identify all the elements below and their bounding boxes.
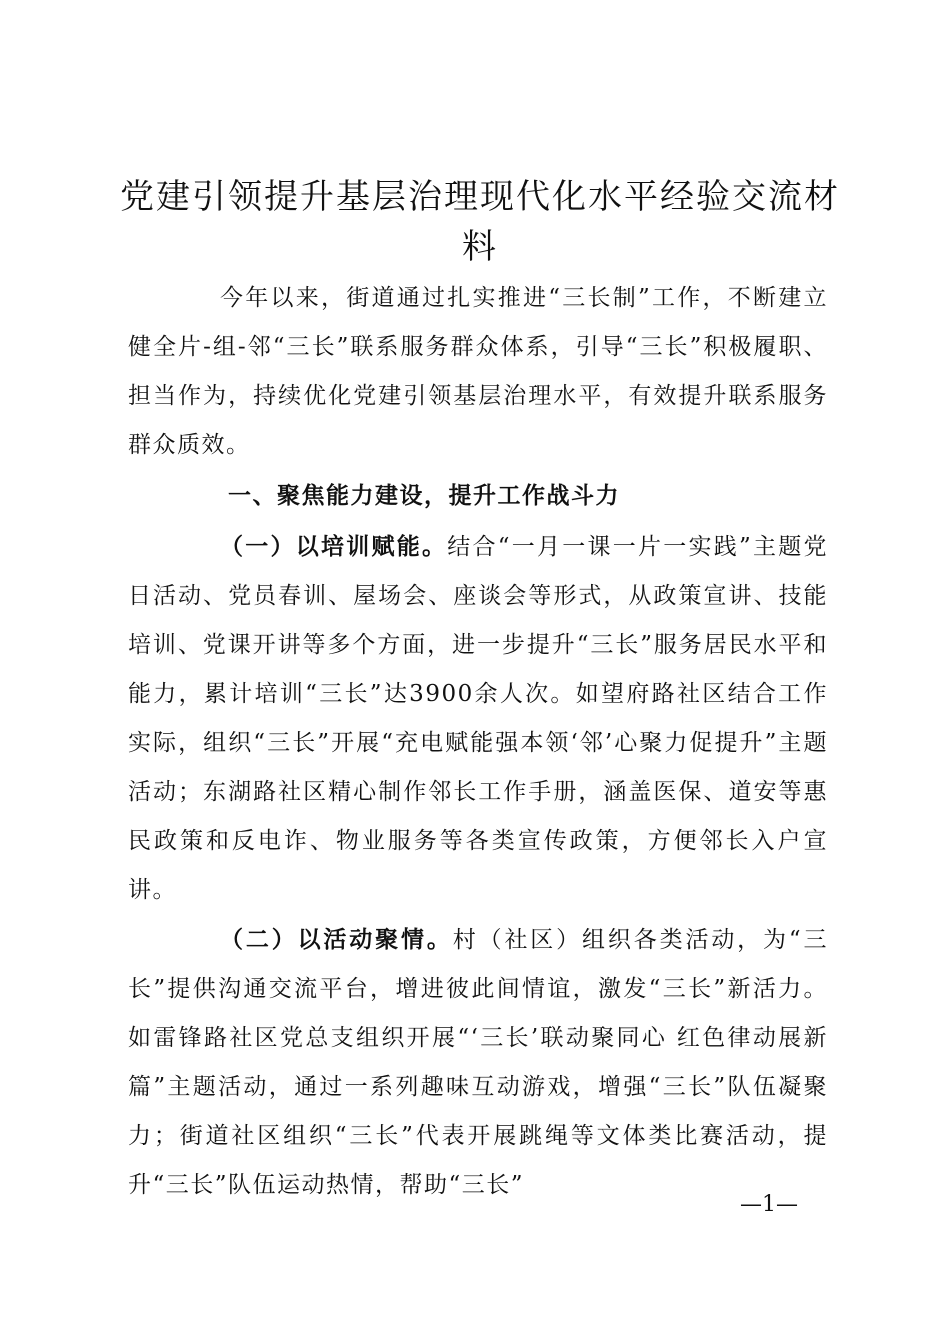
subsection-paragraph-2 bbox=[128, 915, 828, 1210]
document-title: 党建引领提升基层治理现代化水平经验交流材料 bbox=[120, 177, 840, 267]
subsection-text-1: 结合“一月一课一片一实践”主题党日活动、党员春训、屋场会、座谈会等形式，从政策宣讲、技能培训、党课开讲等多个方面，进一步提升“三长”服务居民水平和能力，累计培训“三长”达3900余人次。如望府路社区结合工作实际，组织“三长”开展“充电赋能强本领‘邻’心聚力促提升”主题活动；东湖路社区精心制作邻长工作手册，涵盖医保、道安等惠民政策和反电诈、物业服务等各类宣传政策，方便邻长入户宣讲。 bbox=[128, 534, 828, 903]
subsection-paragraph-1 bbox=[128, 522, 828, 915]
subsection-label-1: （一）以培训赋能。 bbox=[220, 533, 448, 560]
page-number: —1— bbox=[740, 1192, 798, 1217]
section-heading: 一、聚焦能力建设，提升工作战斗力 bbox=[228, 483, 620, 509]
subsection-text-2: 村（社区）组织各类活动，为“三长”提供沟通交流平台，增进彼此间情谊，激发“三长”新活力。如雷锋路社区党总支组织开展“‘三长’联动聚同心 红色律动展新篇”主题活动，通过一系列趣味互动游戏，增强“三长”队伍凝聚力；街道社区组织“三长”代表开展跳绳等文体类比赛活动，提升“三长”队伍运动热情，帮助“三长” bbox=[128, 927, 829, 1198]
intro-paragraph: 今年以来，街道通过扎实推进“三长制”工作，不断建立健全片-组-邻“三长”联系服务群众体系，引导“三长”积极履职、担当作为，持续优化党建引领基层治理水平，有效提升联系服务群众质效。 bbox=[128, 285, 828, 458]
document-body bbox=[128, 274, 828, 1210]
subsection-label-2: （二）以活动聚情。 bbox=[220, 926, 453, 953]
